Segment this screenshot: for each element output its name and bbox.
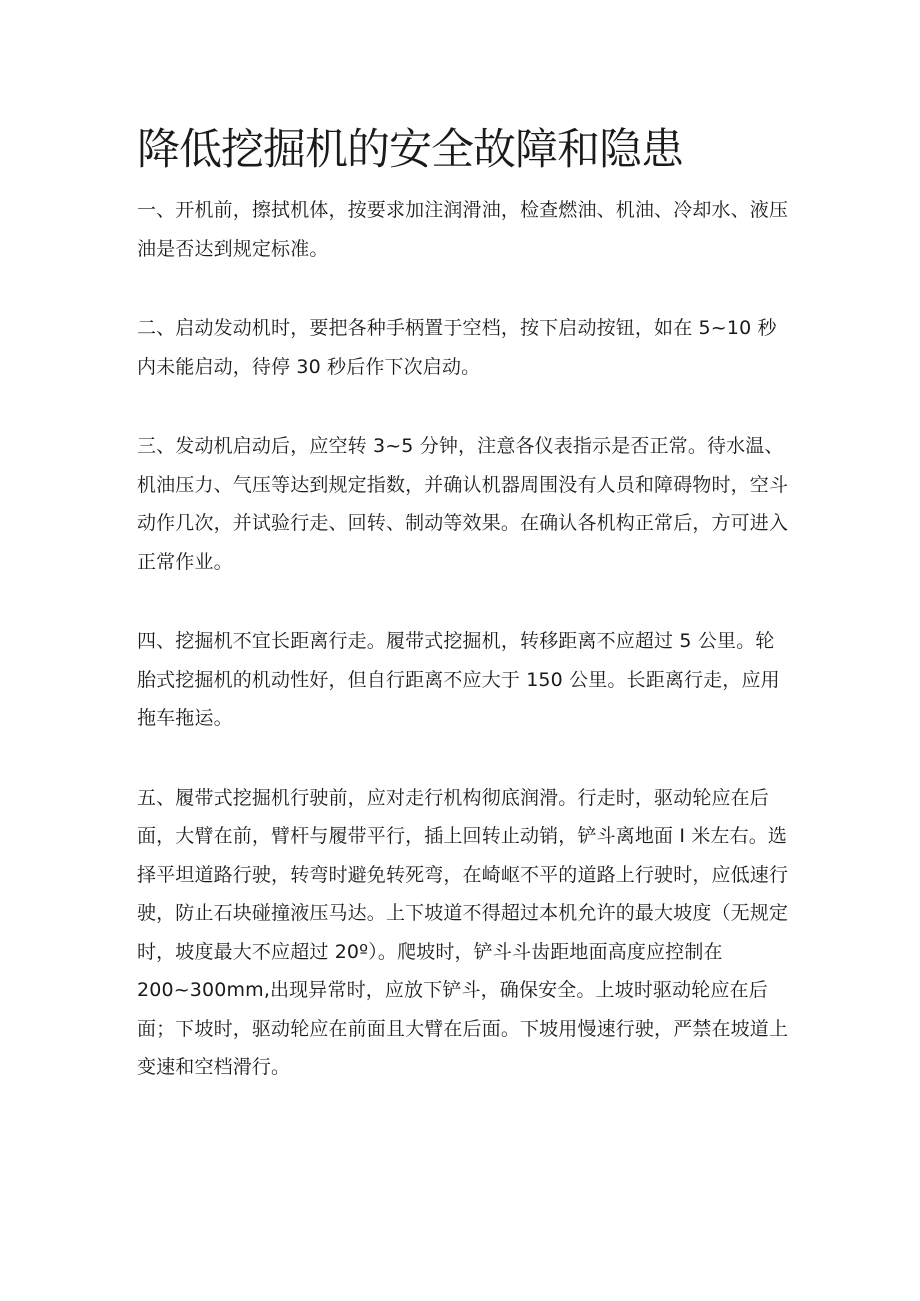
paragraph-2: 二、启动发动机时，要把各种手柄置于空档，按下启动按钮，如在 5~10 秒内未能启动，待停 30 秒后作下次启动。 xyxy=(137,317,777,378)
paragraph-5: 五、履带式挖掘机行驶前，应对走行机构彻底润滑。行走时，驱动轮应在后面，大臂在前，臂杆与履带平行，插上回转止动销，铲斗离地面 I 米左右。选择平坦道路行驶，转弯时避免转死弯，在崎岖不平的道路上行驶时，应低速行驶，防止石块碰撞液压马达。上下坡道不得超过本机允许的最大坡度（无规定时，坡度最大不应超过 20º）。爬坡时，铲斗斗齿距地面高度应控制在 200~300mm,出现异常时，应放下铲斗，确保安全。上坡时驱动轮应在后面；下坡时，驱动轮应在前面且大臂在后面。下坡用慢速行驶，严禁在坡道上变速和空档滑行。 xyxy=(137,786,789,1078)
document-title: 降低挖掘机的安全故障和隐患 xyxy=(137,125,683,175)
document-body xyxy=(137,191,792,1128)
paragraph-4: 四、挖掘机不宜长距离行走。履带式挖掘机，转移距离不应超过 5 公里。轮胎式挖掘机的机动性好，但自行距离不应大于 150 公里。长距离行走，应用拖车拖运。 xyxy=(137,630,780,729)
paragraph-3: 三、发动机启动后，应空转 3~5 分钟，注意各仪表指示是否正常。待水温、机油压力、气压等达到规定指数，并确认机器周围没有人员和障碍物时，空斗动作几次，并试验行走、回转、制动等效果。在确认各机构正常后，方可进入正常作业。 xyxy=(137,435,789,573)
paragraph-1: 一、开机前，擦拭机体，按要求加注润滑油，检查燃油、机油、冷却水、液压油是否达到规定标准。 xyxy=(137,199,789,260)
